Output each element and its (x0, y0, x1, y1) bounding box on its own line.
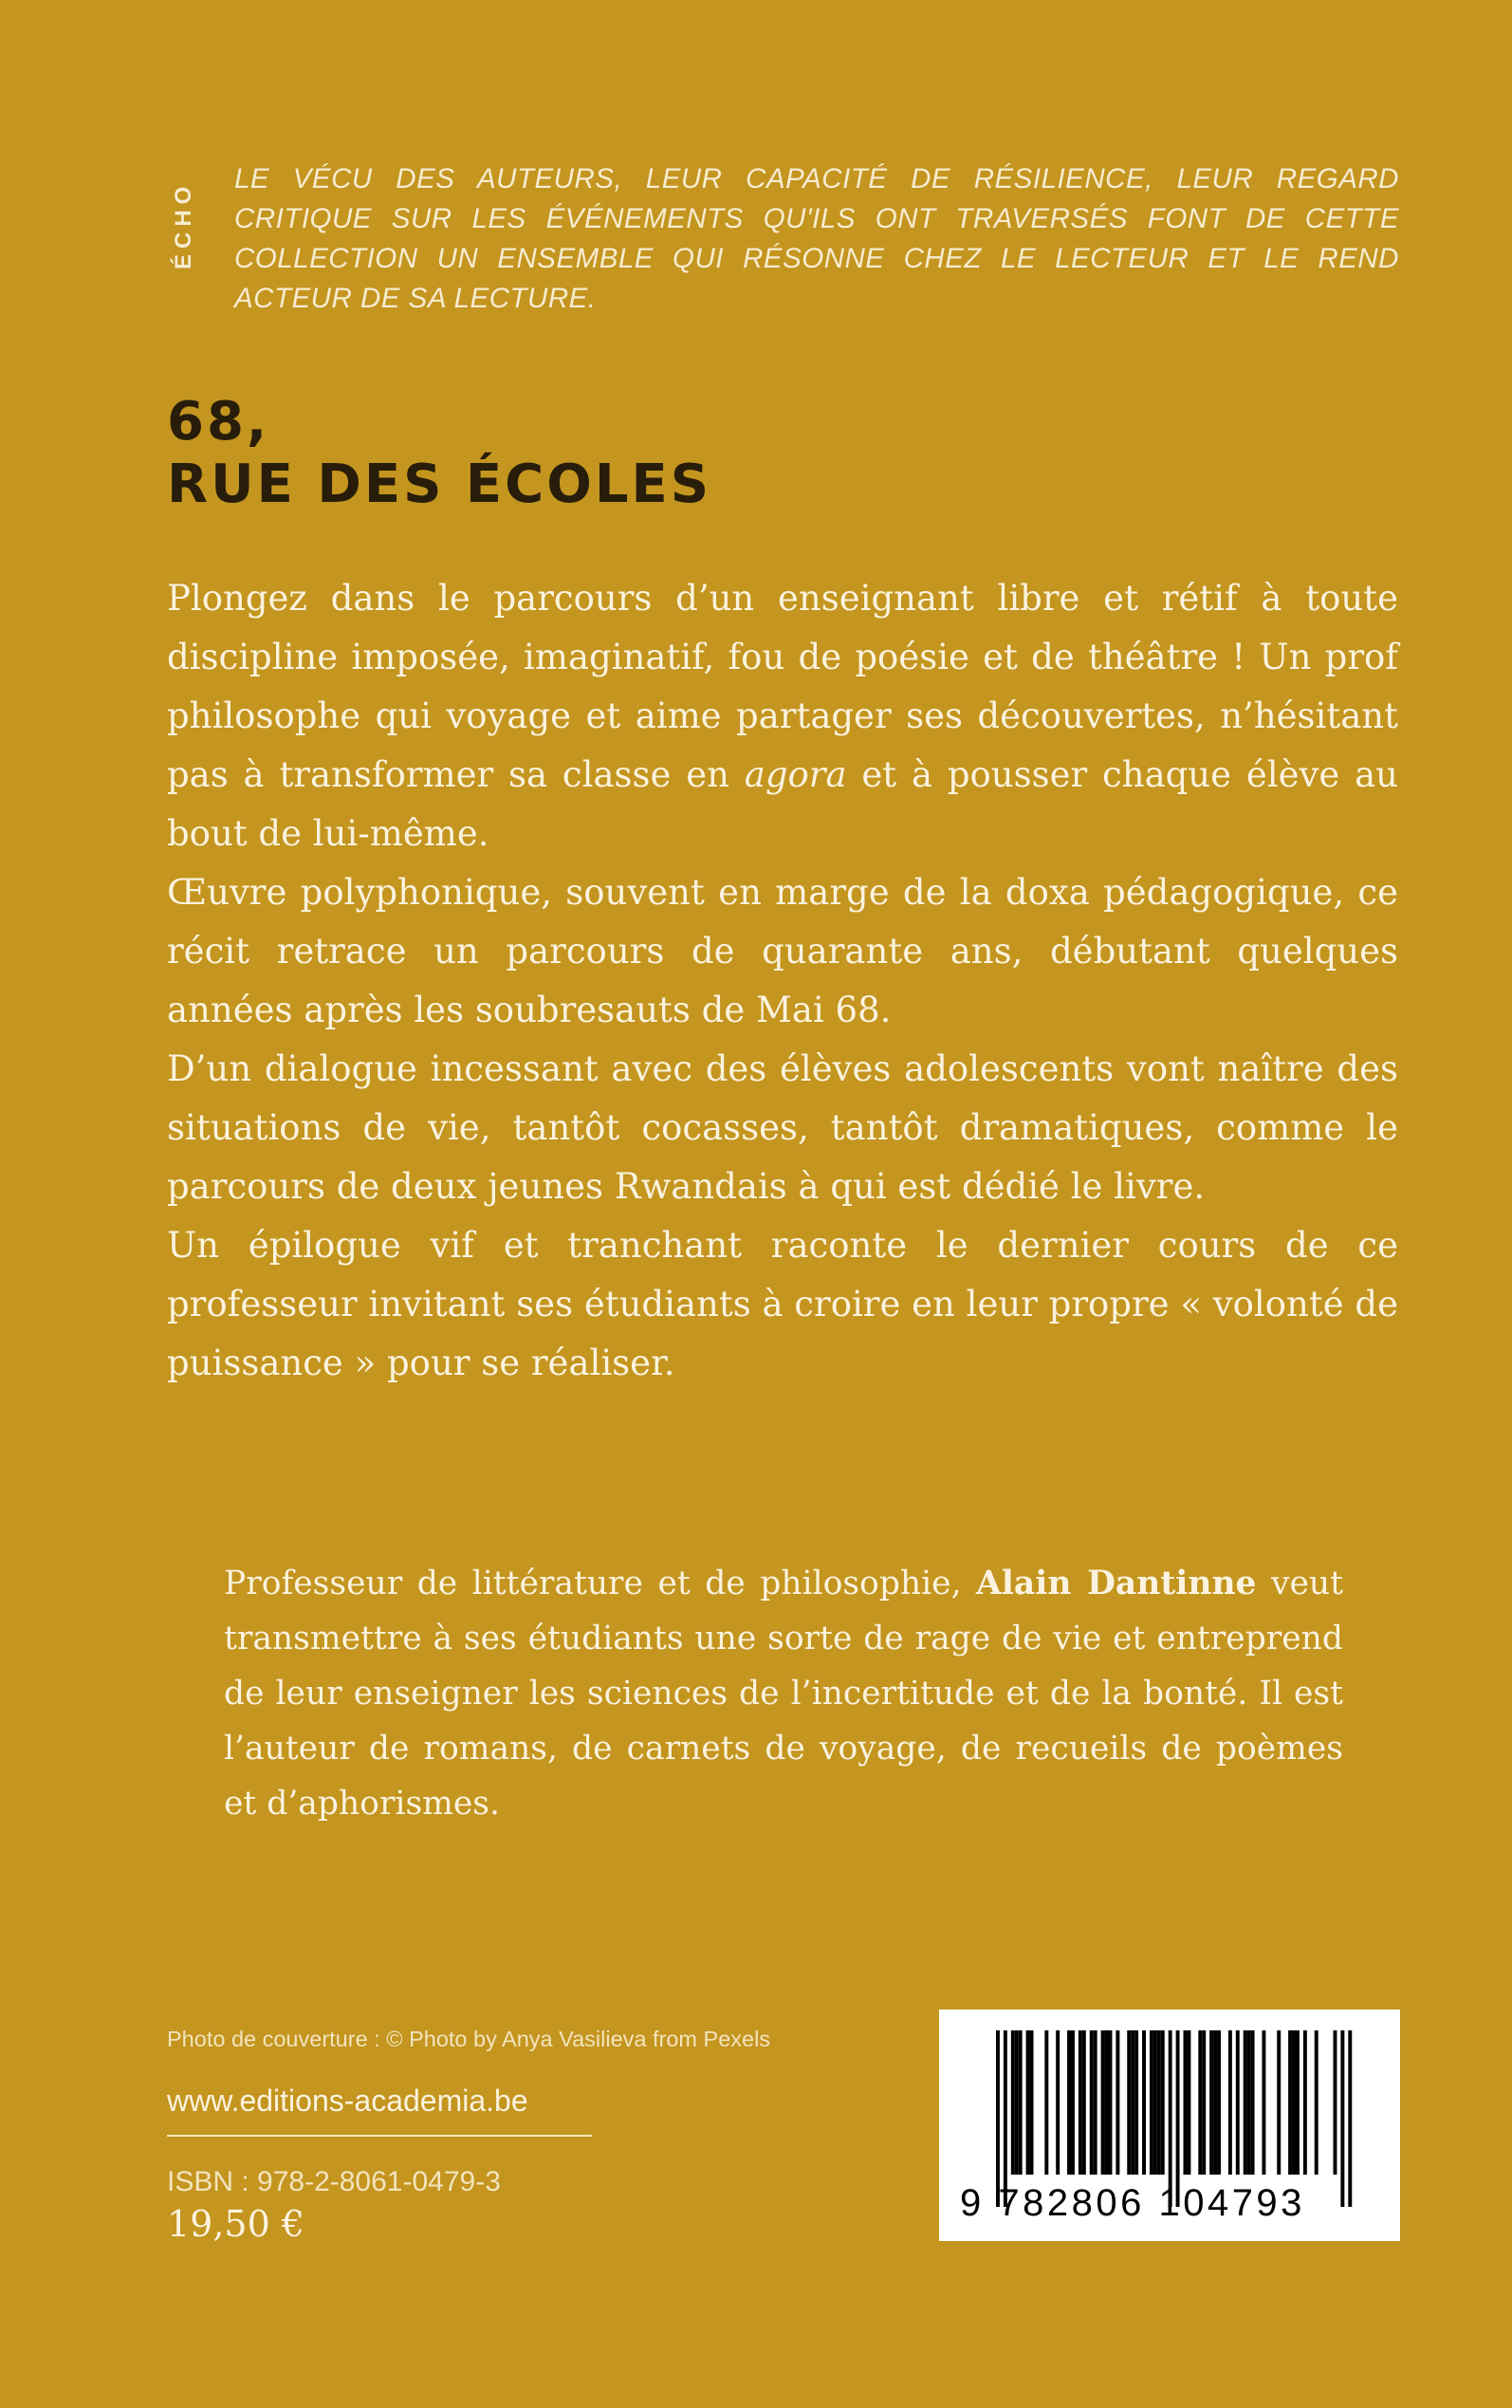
barcode-bar (1184, 2030, 1188, 2175)
barcode-bar (996, 2030, 1000, 2207)
photo-credit: Photo de couverture : © Photo by Anya Vasilieva from Pexels (167, 2027, 771, 2051)
barcode-bar (1153, 2030, 1157, 2175)
barcode-bar (1202, 2030, 1206, 2175)
barcode-bar (1109, 2030, 1113, 2175)
barcode-bar (1044, 2030, 1048, 2175)
barcode-bar (1340, 2030, 1344, 2207)
barcode-bar (1213, 2030, 1217, 2175)
blurb-paragraph-4: Un épilogue vif et tranchant raconte le dernier cours de ce professeur invitant ses étudiants à croire en leur propre « volonté de puissance » pour se réaliser. (167, 1225, 1398, 1383)
barcode-bar (1071, 2030, 1075, 2175)
barcode-bar (1150, 2030, 1153, 2175)
barcode-bar (1127, 2030, 1131, 2175)
book-title (167, 391, 1116, 516)
barcode-bar (1079, 2030, 1082, 2175)
barcode-bar (1296, 2030, 1300, 2175)
barcode-bar (1251, 2030, 1255, 2175)
barcode-bar (1303, 2030, 1307, 2175)
barcode-bar (1116, 2030, 1119, 2175)
barcode-bar (1348, 2030, 1352, 2207)
barcode-bar (1026, 2030, 1030, 2175)
barcode-bar (1011, 2030, 1015, 2175)
barcode-bar (1228, 2030, 1232, 2175)
barcode-bar (1244, 2030, 1247, 2175)
barcode-bar (1262, 2030, 1265, 2175)
barcode-bar (1067, 2030, 1071, 2175)
barcode-bar (1142, 2030, 1146, 2175)
collection-description: LE VÉCU DES AUTEURS, LEUR CAPACITÉ DE RÉSILIENCE, LEUR REGARD CRITIQUE SUR LES ÉVÉNEMENTS QU'ILS ONT TRAVERSÉS FONT DE CETTE COLLECTION UN ENSEMBLE QUI RÉSONNE CHEZ LE LECTEUR ET LE REND ACTEUR DE SA LECTURE. (234, 163, 1399, 314)
barcode-bar (1056, 2030, 1060, 2175)
blurb-italic-word: agora (744, 754, 847, 795)
barcode-bar (1030, 2030, 1034, 2175)
barcode-bar (1015, 2030, 1019, 2175)
barcode-bar (1315, 2030, 1318, 2175)
barcode-bar (1198, 2030, 1202, 2175)
barcode-bar (1090, 2030, 1094, 2175)
barcode-bar (1247, 2030, 1251, 2175)
footer-divider (167, 2135, 592, 2137)
barcode-bar (1082, 2030, 1086, 2175)
barcode-bar (1236, 2030, 1240, 2175)
book-title-line-1: 68, (167, 391, 270, 453)
barcode-bar (1334, 2030, 1337, 2175)
collection-name: ÉCHO (171, 180, 196, 269)
blurb-paragraph-2: Œuvre polyphonique, souvent en marge de la doxa pédagogique, ce récit retrace un parcours de quarante ans, débutant quelques années après les soubresauts de Mai 68. (167, 872, 1398, 1030)
isbn: ISBN : 978-2-8061-0479-3 (167, 2166, 501, 2197)
barcode-bar (1157, 2030, 1161, 2175)
barcode-bar (1176, 2030, 1180, 2207)
barcode-bar (1161, 2030, 1165, 2175)
barcode-bar (1169, 2030, 1172, 2207)
barcode-bar (1187, 2030, 1190, 2175)
barcode-bar (1288, 2030, 1292, 2175)
barcode-bar (1094, 2030, 1097, 2175)
publisher-website: www.editions-academia.be (167, 2084, 528, 2118)
author-name: Alain Dantinne (976, 1565, 1257, 1602)
barcode-bar (1134, 2030, 1138, 2175)
back-cover-blurb (167, 569, 1398, 1393)
book-title-line-2: RUE DES ÉCOLES (167, 454, 712, 515)
barcode-bar (1131, 2030, 1134, 2175)
barcode (939, 2010, 1400, 2241)
barcode-bar (1101, 2030, 1105, 2175)
barcode-bar (1217, 2030, 1221, 2175)
barcode-bar (1004, 2030, 1007, 2207)
barcode-bar (1292, 2030, 1296, 2175)
author-bio: Professeur de littérature et de philosophie, Alain Dantinne veut transmettre à ses étudiants une sorte de rage de vie et entreprend de leur enseigner les sciences de l’incertitude et de la bonté. Il est l’auteur de romans, de carnets de voyage, de recueils de poèmes et d’aphorismes. (224, 1565, 1343, 1823)
barcode-bar (1209, 2030, 1213, 2175)
barcode-bar (1019, 2030, 1023, 2175)
barcode-digits: 9 782806 104793 (960, 2182, 1305, 2224)
price: 19,50 € (167, 2203, 305, 2245)
barcode-bar (1277, 2030, 1281, 2175)
blurb-paragraph-3: D’un dialogue incessant avec des élèves adolescents vont naître des situations de vie, tantôt cocasses, tantôt dramatiques, comme le parcours de deux jeunes Rwandais à qui est dédié le livre. (167, 1048, 1398, 1207)
barcode-bar (1105, 2030, 1109, 2175)
blurb-paragraph-1: Plongez dans le parcours d’un enseignant libre et rétif à toute discipline imposée, imaginatif, fou de poésie et de théâtre ! Un prof philosophe qui voyage et aime partager ses découvertes, n’hésitant pas à transformer sa classe en agora et à pousser chaque élève au bout de lui-même. (167, 578, 1398, 854)
